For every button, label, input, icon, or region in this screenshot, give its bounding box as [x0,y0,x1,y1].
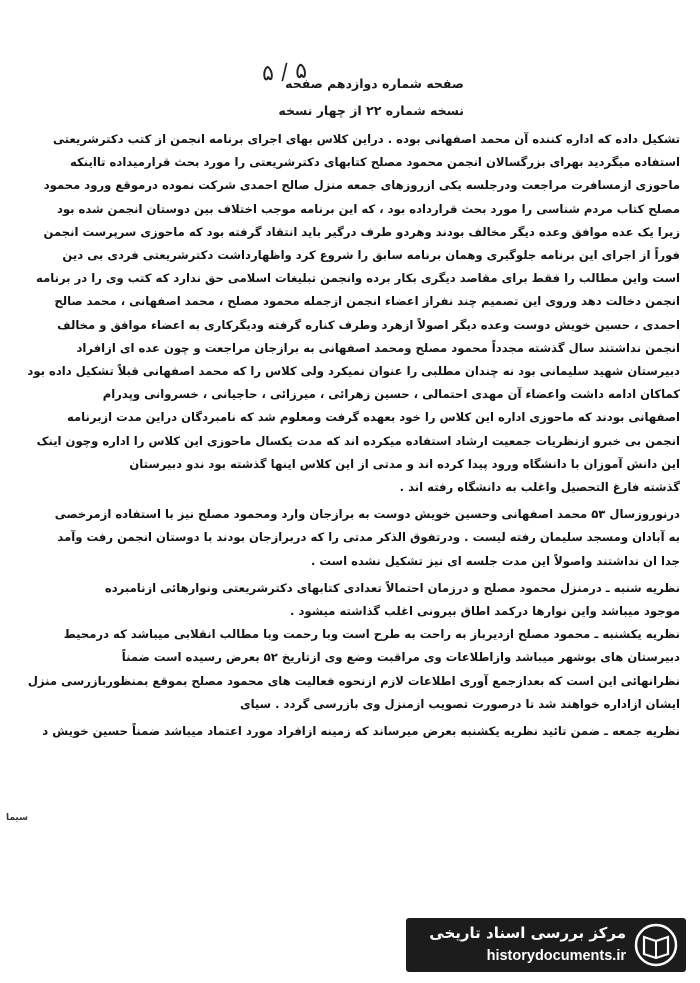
paragraph-1 [10,128,680,499]
text-line: انجمن دخالت دهد وروی این تصمیم چند نفراز اعضاء انجمن ازجمله محمود مصلح ، محمد اصفهانی ، محمد صالح [54,294,680,309]
text-line: ماحوزی ازمسافرت مراجعت ودرجلسه یکی ازروزهای جمعه منزل صالح احمدی شرکت نموده درموقع ورود محمود [43,178,680,193]
document-body [10,128,680,743]
book-icon [634,923,678,967]
text-line: کماکان ادامه داشت واعضاء آن مهدی احتمالی ، حسین زهرائی ، میرزائی ، حاجیانی ، خسروانی وپدرام [102,387,680,402]
text-line: به آبادان ومسجد سلیمان رفته لیست . ودرتفوق الذکر مدتی را که دربرازجان بودند با دوستان انجمن رفت وآمد [57,530,680,545]
text-line: احمدی ، حسین خویش دوست وعده دیگر اصولاً ازهرد وطرف کناره گرفته ودیگرکاری به اعضاء موافق و مخالف [57,317,680,332]
text-line: انجمن بی خبرو ازنظریات جمعیت ارشاد استفاده میکرده اند که مدت یکسال ماحوزی این کلاس را اداره وچون اینک [36,433,680,448]
handwritten-page-mark: ۵ / ۵ [261,58,308,87]
text-line: مصلح کتاب مردم شناسی را مورد بحث قرارداده بود ، که این برنامه موجب اختلاف بین دوستان انجمن شده بود [56,201,680,216]
text-line: انجمن نداشتند سال گذشته مجدداً محمود مصلح ومحمد اصفهانی به برازجان مراجعت و چون عده ای ازافراد [76,340,680,355]
text-line: دبیرستان شهید سلیمانی بود نه چندان مطلبی را عنوان نمیکرد ولی کلاس را که محمد اصفهانی قبلاً تشکیل داده بود [27,364,680,379]
watermark-badge [406,918,686,972]
text-line: فوراً از اجرای این برنامه جلوگیری وهمان برنامه سابق را شروع کرد واظهارداشت دکترشریعتی فردی بی دین [62,248,680,263]
text-line: دبیرستان های بوشهر میباشد وازاطلاعات وی مراقبت وضع وی ازتاریخ ۵۲ بعرض رسیده است ضمناً [121,650,680,665]
watermark-site: historydocuments.ir [486,948,626,964]
text-line: ایشان ازاداره خواهند شد تا درصورت تصویب ازمنزل وی بازرسی گردد . سیای [239,696,680,711]
text-line: موجود میباشد واین نوارها درکمد اطاق بیرونی اغلب گذاشته میشود . [290,604,680,619]
document-header [244,70,464,124]
watermark-name: مرکز بررسی اسناد تاریخی [429,924,626,942]
text-line: اصفهانی بودند که ماحوزی اداره این کلاس را خود بعهده گرفت ومعلوم شد که نامبردگان دراین مدت ازبرنامه [66,410,680,425]
paragraph-3 [10,577,680,716]
margin-note: سیما [6,813,28,823]
text-line: نظریه یکشنبه ـ محمود مصلح ازدیرباز به راحت به طرح است وبا رحمت وبا مطالب انقلابی میباشد که درمحیط [63,627,680,642]
text-line: است واین مطالب را فقط برای مقاصد دیگری بکار برده وانجمن تبلیغات اسلامی حق ندارد که کتب وی را در برنامه [36,271,680,286]
page-number-line: صفحه شماره دوازدهم صفحه [285,76,464,91]
text-line: استفاده میگردید بهرای بزرگسالان انجمن محمود مصلح کتابهای دکترشریعتی را مورد بحث قرارمیداده تااینکه [69,155,680,170]
text-line: نظریه جمعه ـ ضمن تائید نظریه یکشنبه بعرض میرساند که زمینه ازافراد مورد اعتماد میباشد ضمناً حسین خویش د [42,724,680,739]
text-line: تشکیل داده که اداره کننده آن محمد اصفهانی بوده . دراین کلاس بهای اجرای برنامه انجمن از کتب دکترشریعتی [52,132,680,146]
text-line: گذشته فارغ التحصیل واغلب به دانشگاه رفته اند . [399,480,680,495]
text-line: این دانش آموزان با دانشگاه ورود پیدا کرده اند و مدتی از این کلاس اینها گذشته بود ندو دبیرستان [129,456,680,471]
paragraph-4 [10,720,680,743]
text-line: درنوروزسال ۵۳ محمد اصفهانی وحسین خویش دوست به برازجان وارد ومحمود مصلح نیز با استفاده ازمرخصی [54,507,680,522]
text-line: نظریه شنبه ـ درمنزل محمود مصلح و درزمان احتمالاً تعدادی کتابهای دکترشریعتی ونوارهائی ازنامبرده [104,580,680,595]
text-line: جدا ان نداشتند واصولاً این مدت جلسه ای نیز تشکیل نشده است . [310,553,680,568]
text-line: زیرا یک عده موافق وعده دیگر مخالف بودند وهردو طرف درگیر باید انتقاد گرفته بود که ماحوزی سرپرست انجمن [43,224,680,239]
paragraph-2 [10,503,680,573]
text-line: نظرانهائی این است که بعدازجمع آوری اطلاعات لازم ازنحوه فعالیت های محمود مصلح بموقع بمنظوربازرسی منزل [27,673,680,688]
copy-number-line: نسخه شماره ۲۲ از چهار نسخه [278,103,464,118]
